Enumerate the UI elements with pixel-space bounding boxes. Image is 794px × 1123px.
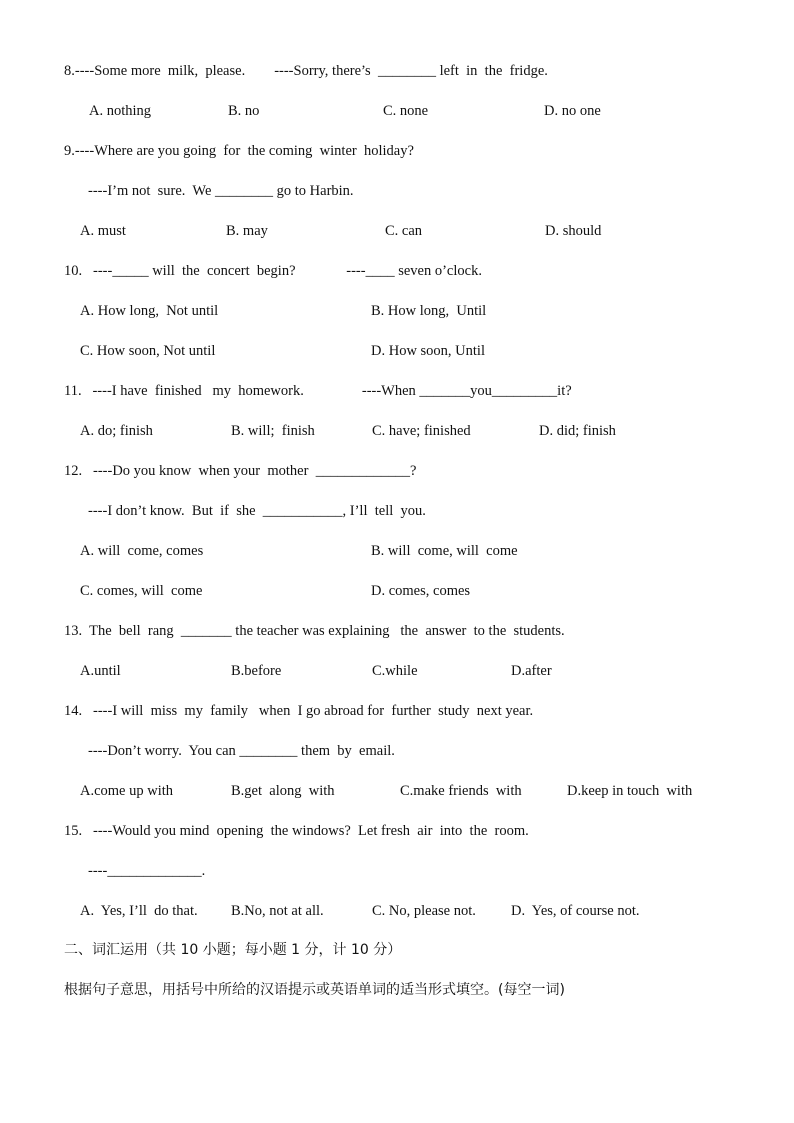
question-9-option-c: C. can — [385, 223, 423, 239]
question-9-option-d: D. should — [545, 223, 602, 239]
question-13-option-d: D.after — [511, 663, 552, 679]
question-14-option-c: C.make friends with — [400, 783, 522, 799]
section-2-instruction: 根据句子意思，用括号中所给的汉语提示或英语单词的适当形式填空。(每空一词) — [64, 982, 565, 998]
question-10-option-d: D. How soon, Until — [371, 343, 485, 359]
question-8-option-b: B. no — [228, 103, 260, 119]
question-15-option-d: D. Yes, of course not. — [511, 903, 640, 919]
question-11-option-d: D. did; finish — [539, 423, 616, 439]
question-12-option-c: C. comes, will come — [80, 583, 203, 599]
question-9-option-b: B. may — [226, 223, 268, 239]
question-11-option-b: B. will; finish — [231, 423, 315, 439]
question-15-stem-line2: ----_____________. — [88, 863, 206, 879]
question-14-option-b: B.get along with — [231, 783, 335, 799]
question-11-option-a: A. do; finish — [80, 423, 153, 439]
question-12-stem: 12. ----Do you know when your mother _____________? — [64, 463, 417, 479]
question-12-stem-line2: ----I don’t know. But if she ___________, I’ll tell you. — [88, 503, 426, 519]
question-8-stem: 8.----Some more milk, please. ----Sorry, there’s ________ left in the fridge. — [64, 63, 548, 79]
question-15-stem: 15. ----Would you mind opening the windows? Let fresh air into the room. — [64, 823, 529, 839]
question-13-option-a: A.until — [80, 663, 121, 679]
question-10-option-a: A. How long, Not until — [80, 303, 219, 319]
question-14-option-d: D.keep in touch with — [567, 783, 693, 799]
question-12-option-d: D. comes, comes — [371, 583, 471, 599]
section-2-heading: 二、词汇运用（共 10 小题；每小题 1 分，计 10 分） — [64, 942, 402, 958]
question-9-option-a: A. must — [80, 223, 126, 239]
question-11-stem: 11. ----I have finished my homework. ----When _______you_________it? — [64, 383, 572, 399]
question-14-option-a: A.come up with — [80, 783, 174, 799]
question-15-option-b: B.No, not at all. — [231, 903, 324, 919]
question-8-option-d: D. no one — [544, 103, 601, 119]
question-10-stem: 10. ----_____ will the concert begin? ----____ seven o’clock. — [64, 263, 482, 279]
question-10-option-c: C. How soon, Not until — [80, 343, 216, 359]
question-15-option-c: C. No, please not. — [372, 903, 476, 919]
question-12-option-b: B. will come, will come — [371, 543, 518, 559]
question-11-option-c: C. have; finished — [372, 423, 471, 439]
question-12-option-a: A. will come, comes — [80, 543, 204, 559]
question-10-option-b: B. How long, Until — [371, 303, 487, 319]
question-14-stem-line2: ----Don’t worry. You can ________ them by email. — [88, 743, 395, 759]
question-15-option-a: A. Yes, I’ll do that. — [80, 903, 198, 919]
question-8-option-a: A. nothing — [89, 103, 152, 119]
question-13-stem: 13. The bell rang _______ the teacher was explaining the answer to the students. — [64, 623, 565, 639]
question-14-stem: 14. ----I will miss my family when I go abroad for further study next year. — [64, 703, 534, 719]
question-8-option-c: C. none — [383, 103, 429, 119]
question-9-stem-line2: ----I’m not sure. We ________ go to Harbin. — [88, 183, 354, 199]
question-13-option-c: C.while — [372, 663, 418, 679]
question-9-stem: 9.----Where are you going for the coming winter holiday? — [64, 143, 414, 159]
question-13-option-b: B.before — [231, 663, 282, 679]
